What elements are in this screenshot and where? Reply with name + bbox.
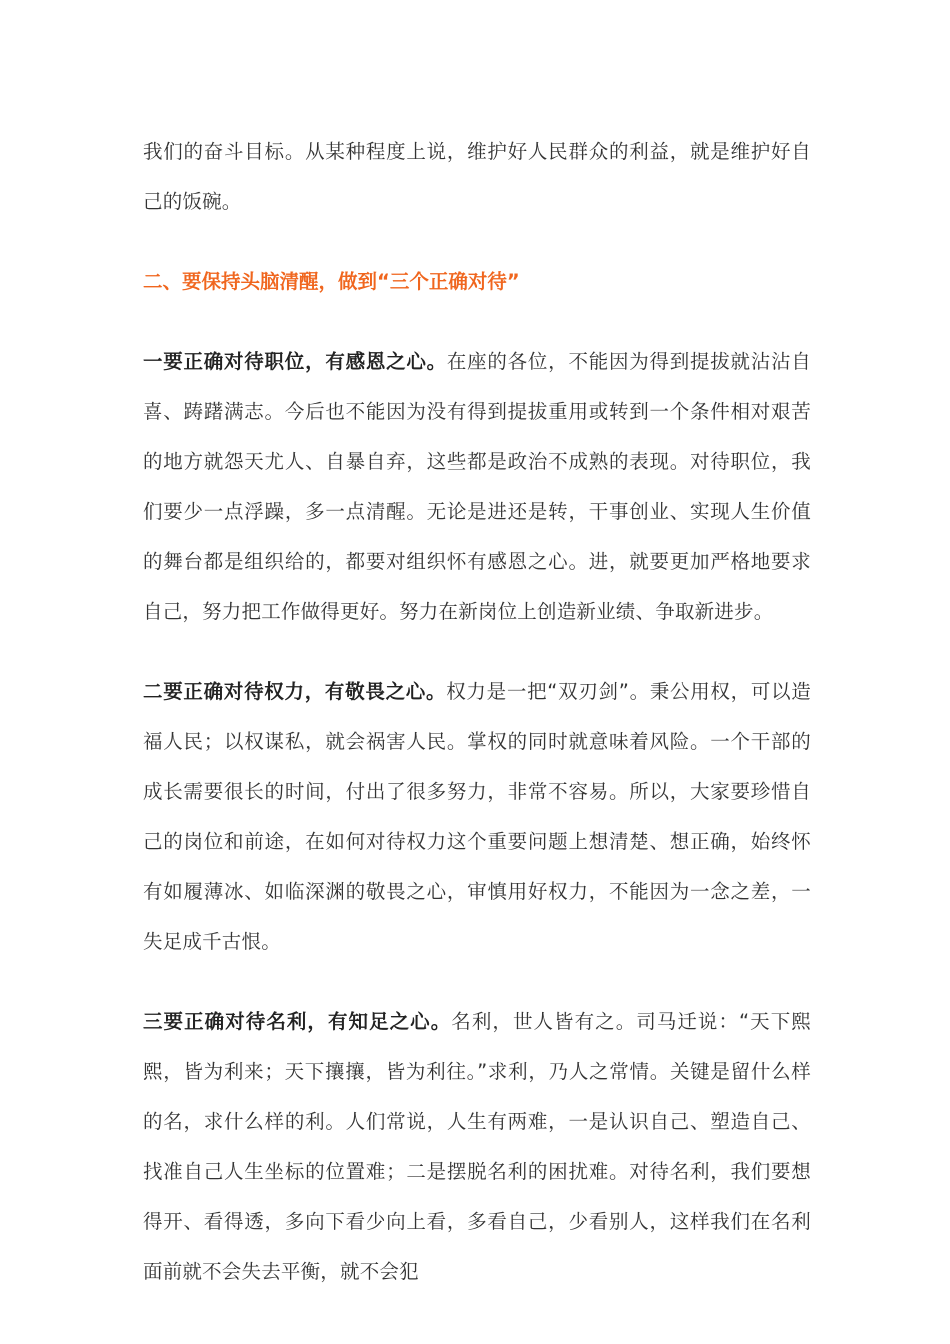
paragraph-body: 权力是一把“双刃剑”。秉公用权，可以造福人民；以权谋私，就会祸害人民。掌权的同时就意味着风险。一个干部的成长需要很长的时间，付出了很多努力，非常不容易。所以，大家要珍惜自己的岗位和前途，在如何对待权力这个重要问题上想清楚、想正确，始终怀有如履薄冰、如临深渊的敬畏之心，审慎用好权力，不能因为一念之差，一失足成千古恨。 xyxy=(143,680,811,953)
paragraph-power xyxy=(143,667,811,967)
paragraph-lead: 一要正确对待职位，有感恩之心。 xyxy=(143,350,447,373)
section-heading: 二、要保持头脑清醒，做到“三个正确对待” xyxy=(143,270,520,293)
paragraph-position xyxy=(143,337,811,637)
document-body xyxy=(143,127,811,1297)
paragraph-body: 名利，世人皆有之。司马迁说：“天下熙熙，皆为利来；天下攘攘，皆为利往。”求利，乃人之常情。关键是留什么样的名，求什么样的利。人们常说，人生有两难，一是认识自己、塑造自己、找准自己人生坐标的位置难；二是摆脱名利的困扰难。对待名利，我们要想得开、看得透，多向下看少向上看，多看自己，少看别人，这样我们在名利面前就不会失去平衡，就不会犯 xyxy=(143,1010,811,1283)
intro-text: 我们的奋斗目标。从某种程度上说，维护好人民群众的利益，就是维护好自己的饭碗。 xyxy=(143,140,811,213)
paragraph-body: 在座的各位，不能因为得到提拔就沾沾自喜、踌躇满志。今后也不能因为没有得到提拔重用或转到一个条件相对艰苦的地方就怨天尤人、自暴自弃，这些都是政治不成熟的表现。对待职位，我们要少一点浮躁，多一点清醒。无论是进还是转，干事创业、实现人生价值的舞台都是组织给的，都要对组织怀有感恩之心。进，就要更加严格地要求自己，努力把工作做得更好。努力在新岗位上创造新业绩、争取新进步。 xyxy=(143,350,811,623)
intro-paragraph xyxy=(143,127,811,227)
paragraph-lead: 二要正确对待权力，有敬畏之心。 xyxy=(143,680,447,703)
paragraph-lead: 三要正确对待名利，有知足之心。 xyxy=(143,1010,452,1033)
paragraph-fame xyxy=(143,997,811,1297)
